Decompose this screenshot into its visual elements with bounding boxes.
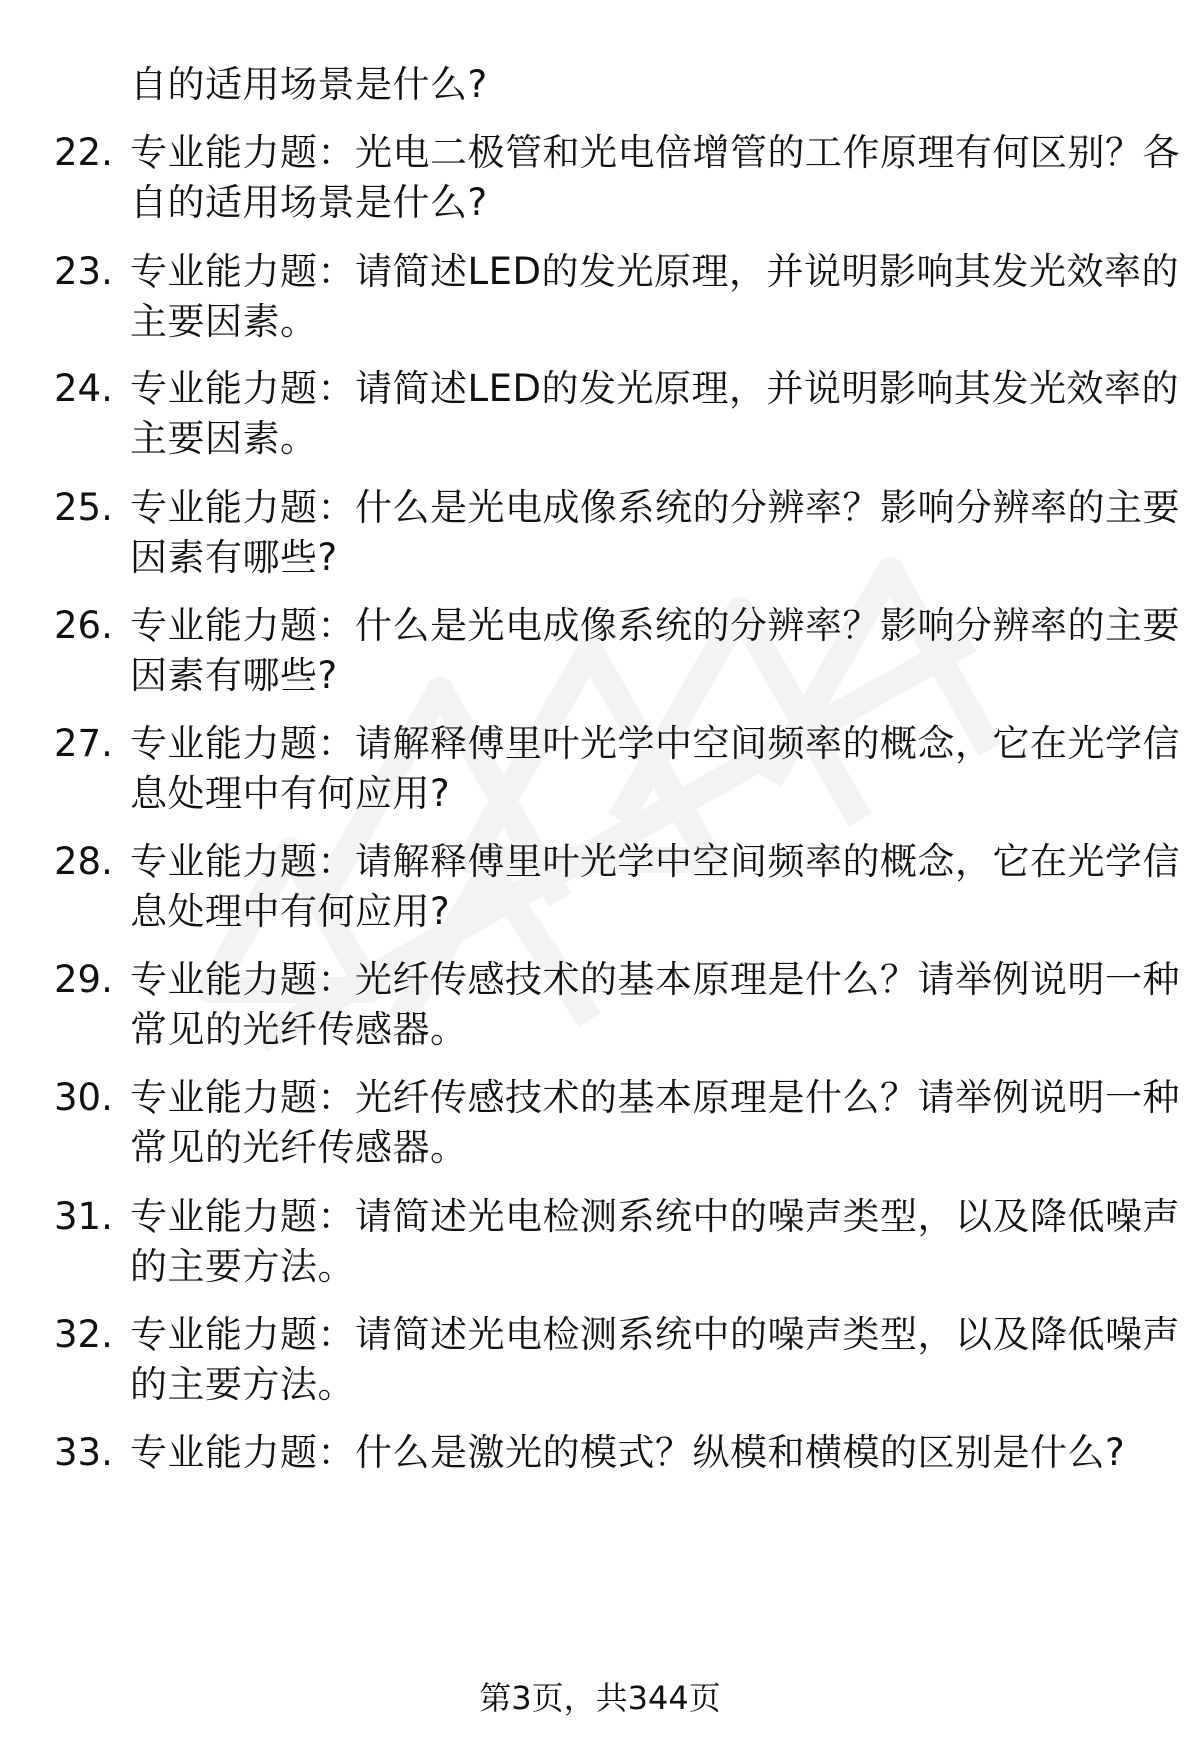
question-32 bbox=[0, 1310, 1200, 1420]
question-line-1: 专业能力题：什么是光电成像系统的分辨率？影响分辨率的主要 bbox=[130, 486, 1180, 529]
question-line-1: 专业能力题：请简述LED的发光原理，并说明影响其发光效率的 bbox=[130, 250, 1179, 293]
question-25 bbox=[0, 483, 1200, 593]
question-24 bbox=[0, 364, 1200, 474]
question-27 bbox=[0, 719, 1200, 829]
question-33 bbox=[0, 1428, 1200, 1538]
question-line-1: 专业能力题：请解释傅里叶光学中空间频率的概念，它在光学信 bbox=[130, 722, 1180, 765]
question-text bbox=[130, 1073, 1180, 1173]
question-line-2: 息处理中有何应用? bbox=[130, 772, 451, 815]
question-line-2: 因素有哪些? bbox=[130, 654, 338, 697]
question-number: 33. bbox=[54, 1431, 113, 1474]
question-number: 22. bbox=[54, 131, 113, 174]
question-text bbox=[130, 601, 1180, 701]
question-line-1: 专业能力题：光电二极管和光电倍增管的工作原理有何区别？各 bbox=[130, 131, 1180, 174]
question-line-2: 常见的光纤传感器。 bbox=[130, 1126, 468, 1169]
question-text bbox=[130, 128, 1180, 228]
question-line-1: 专业能力题：光纤传感技术的基本原理是什么？请举例说明一种 bbox=[130, 1076, 1180, 1119]
question-number: 32. bbox=[54, 1313, 113, 1356]
question-number: 31. bbox=[54, 1195, 113, 1238]
question-line-1: 专业能力题：光纤传感技术的基本原理是什么？请举例说明一种 bbox=[130, 958, 1180, 1001]
question-line-1: 专业能力题：请解释傅里叶光学中空间频率的概念，它在光学信 bbox=[130, 840, 1180, 883]
question-text bbox=[130, 483, 1180, 583]
question-29 bbox=[0, 955, 1200, 1065]
question-text bbox=[130, 1192, 1180, 1292]
question-text bbox=[130, 364, 1179, 464]
question-line-2: 主要因素。 bbox=[130, 300, 318, 343]
question-text bbox=[130, 247, 1179, 347]
question-number: 28. bbox=[54, 840, 113, 883]
continuation-line: 自的适用场景是什么? bbox=[130, 63, 488, 106]
question-31 bbox=[0, 1192, 1200, 1302]
question-number: 23. bbox=[54, 250, 113, 293]
question-number: 27. bbox=[54, 722, 113, 765]
question-22 bbox=[0, 128, 1200, 238]
question-line-2: 主要因素。 bbox=[130, 417, 318, 460]
question-number: 26. bbox=[54, 604, 113, 647]
question-28 bbox=[0, 837, 1200, 947]
question-line-2: 自的适用场景是什么? bbox=[130, 181, 488, 224]
question-30 bbox=[0, 1073, 1200, 1183]
question-number: 30. bbox=[54, 1076, 113, 1119]
question-number: 29. bbox=[54, 958, 113, 1001]
question-line-1: 专业能力题：请简述光电检测系统中的噪声类型，以及降低噪声 bbox=[130, 1195, 1180, 1238]
question-number: 24. bbox=[54, 367, 113, 410]
question-26 bbox=[0, 601, 1200, 711]
question-line-2: 的主要方法。 bbox=[130, 1245, 355, 1288]
question-line-1: 专业能力题：请简述LED的发光原理，并说明影响其发光效率的 bbox=[130, 367, 1179, 410]
question-text bbox=[130, 719, 1180, 819]
question-line-1: 专业能力题：什么是激光的模式？纵模和横模的区别是什么? bbox=[130, 1431, 1126, 1474]
question-text bbox=[130, 955, 1180, 1055]
question-text bbox=[130, 1310, 1180, 1410]
question-line-1: 专业能力题：什么是光电成像系统的分辨率？影响分辨率的主要 bbox=[130, 604, 1180, 647]
question-number: 25. bbox=[54, 486, 113, 529]
page-footer: 第3页，共344页 bbox=[479, 1679, 721, 1717]
question-23 bbox=[0, 247, 1200, 357]
question-text bbox=[130, 1428, 1140, 1478]
question-line-2: 息处理中有何应用? bbox=[130, 890, 451, 933]
question-line-2: 因素有哪些? bbox=[130, 536, 338, 579]
question-line-1: 专业能力题：请简述光电检测系统中的噪声类型，以及降低噪声 bbox=[130, 1313, 1180, 1356]
question-line-2: 常见的光纤传感器。 bbox=[130, 1008, 468, 1051]
question-line-2: 的主要方法。 bbox=[130, 1363, 355, 1406]
question-text bbox=[130, 837, 1180, 937]
